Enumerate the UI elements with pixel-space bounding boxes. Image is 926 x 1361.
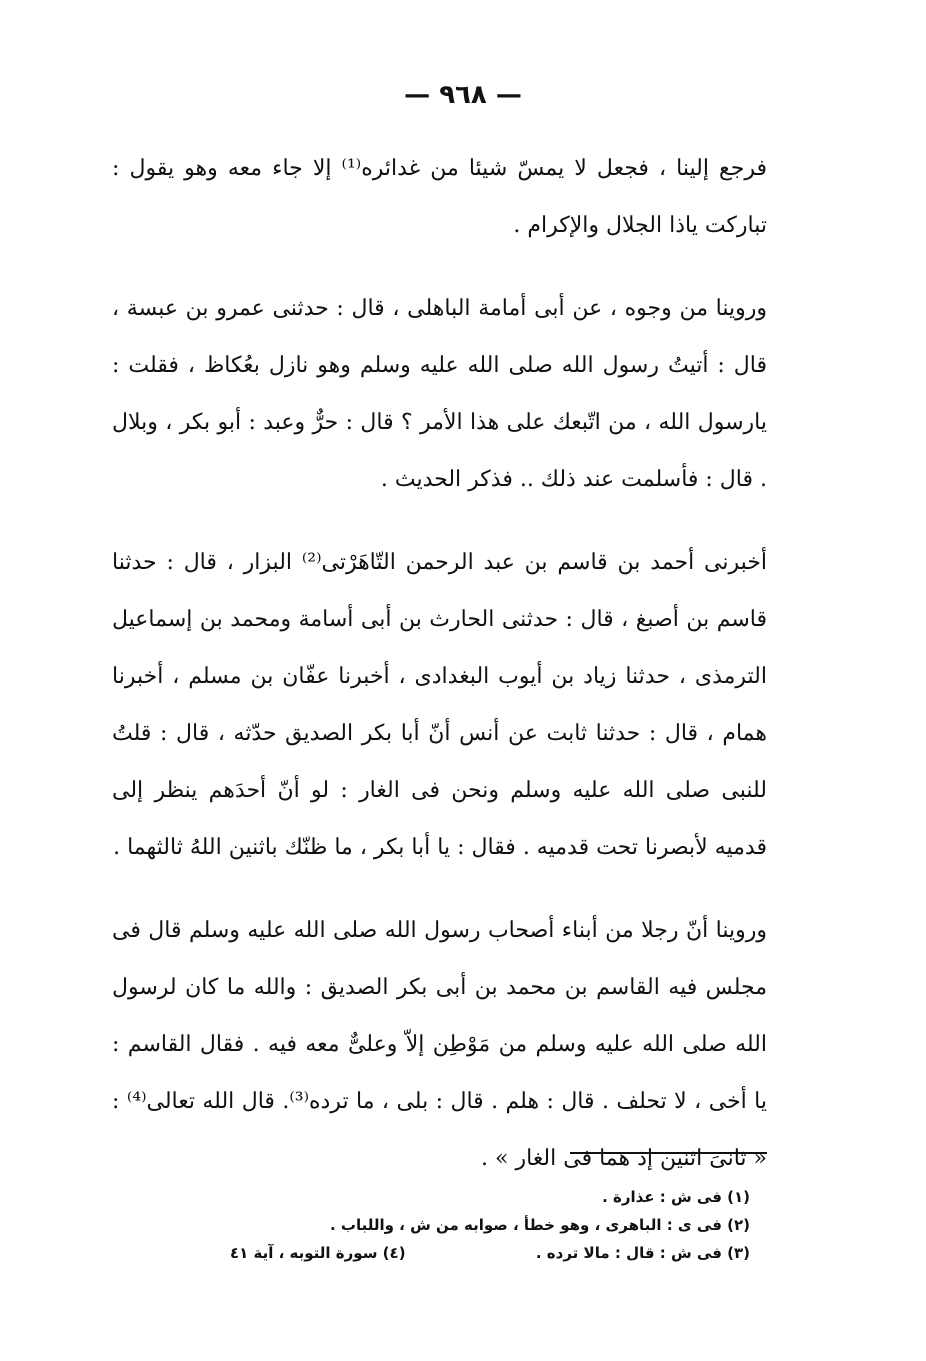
main-text (112, 140, 767, 1213)
footnote-2 (230, 1211, 750, 1239)
footnote-3-4 (230, 1239, 750, 1267)
paragraph-4: وروينا أنّ رجلا من أبناء أصحاب رسول الله صلى الله عليه وسلم قال فى مجلس فيه القاسم بن محمد بن أبى بكر الصديق : والله ما كان لرسول الله صلى الله عليه وسلم من مَوْطِن إلاّ وعلىٌّ معه فيه . فقال القاسم : يا أخى ، لا تحلف . قال : هلم . قال : بلى ، ما ترده⁽³⁾. قال الله تعالى⁽⁴⁾ : « ثانىَ اثنين إذ هما فى الغار » . (112, 918, 767, 1171)
paragraph-1: فرجع إلينا ، فجعل لا يمسّ شيئا من غدائره⁽¹⁾ إلا جاء معه وهو يقول : تباركت ياذا الجلال والإكرام . (112, 156, 767, 238)
paragraph-3: أخبرنى أحمد بن قاسم بن عبد الرحمن التّاهَرْتى⁽²⁾ البزار ، قال : حدثنا قاسم بن أصبغ ، قال : حدثنى الحارث بن أبى أسامة ومحمد بن إسماعيل الترمذى ، حدثنا زياد بن أيوب البغدادى ، أخبرنا عفّان بن مسلم ، أخبرنا همام ، قال : حدثنا ثابت عن أنس أنّ أبا بكر الصديق حدّثه ، قال : قلتُ للنبى صلى الله عليه وسلم ونحن فى الغار : لو أنّ أحدَهم ينظر إلى قدميه لأبصرنا تحت قدميه . فقال : يا أبا بكر ، ما ظنّك باثنين اللهُ ثالثهما . (112, 550, 767, 860)
footnotes (230, 1183, 750, 1267)
footnote-1 (230, 1183, 750, 1211)
footnote-4-text: (٤) سورة التوبه ، آية ٤١ (230, 1244, 406, 1262)
footnote-1-text: (١) فى ش : عذارة . (602, 1188, 750, 1206)
footnote-divider (570, 1152, 767, 1154)
footnote-2-text: (٢) فى ى : الباهرى ، وهو خطأ ، صوابه من ش ، واللباب . (329, 1216, 750, 1234)
paragraph-2: وروينا من وجوه ، عن أبى أمامة الباهلى ، قال : حدثنى عمرو بن عبسة ، قال : أتيتُ رسول الله صلى الله عليه وسلم وهو نازل بعُكاظ ، فقلت : يارسول الله ، من اتّبعك على هذا الأمر ؟ قال : حرٌّ وعبد : أبو بكر ، وبلال . قال : فأسلمت عند ذلك .. فذكر الحديث . (112, 296, 767, 492)
footnote-3-text: (٣) فى ش : قال : مالا ترده . (535, 1244, 750, 1262)
page-number: — ٩٦٨ — (404, 80, 522, 110)
